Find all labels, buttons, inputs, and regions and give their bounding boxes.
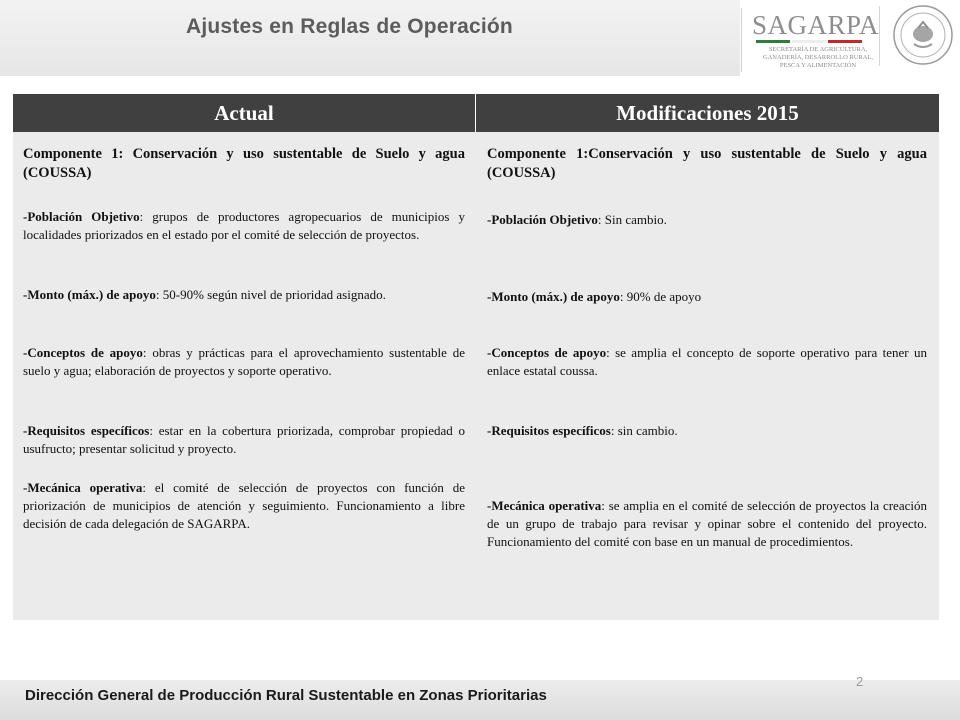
mod-mecanica-text: : se amplia en el comité de selección de proyectos la creación de un grupo de trabajo para revisar y opinar sobre el contenido del proyecto. Funcionamiento del comité con base en un manual de procedimientos. <box>487 498 927 549</box>
actual-requisitos-label: -Requisitos específicos <box>23 423 150 438</box>
actual-requisitos-text: : estar en la cobertura priorizada, comprobar propiedad o usufructo; presentar solicitud y proyecto. <box>23 423 465 456</box>
actual-component-title: Componente 1: Conservación y uso sustentable de Suelo y agua (COUSSA) <box>23 146 465 181</box>
seal-icon <box>892 4 954 66</box>
actual-monto-text: : 50-90% según nivel de prioridad asignado. <box>155 287 386 302</box>
actual-monto <box>23 286 386 304</box>
logo-stripe-white <box>792 40 826 43</box>
page-number: 2 <box>856 674 864 689</box>
actual-poblacion-text: : grupos de productores agropecuarios de municipios y localidades priorizados en el estado por el comité de selección de proyectos. <box>23 209 465 242</box>
column-header-actual: Actual <box>13 94 475 132</box>
mod-requisitos-label: -Requisitos específicos <box>487 423 611 438</box>
actual-mecanica <box>23 479 465 533</box>
mod-component-title: Componente 1:Conservación y uso sustentable de Suelo y agua (COUSSA) <box>487 146 927 181</box>
logo-stripe-red <box>828 40 862 43</box>
mod-monto-text: : 90% de apoyo <box>619 289 702 304</box>
actual-requisitos <box>23 422 465 458</box>
mod-conceptos <box>487 344 927 380</box>
logo-subtitle-line-1: SECRETARÍA DE AGRICULTURA, <box>768 46 868 53</box>
actual-cell <box>23 145 465 531</box>
modificaciones-cell <box>487 145 927 549</box>
logo-divider <box>741 8 742 72</box>
mod-conceptos-label: -Conceptos de apoyo <box>487 345 607 360</box>
actual-conceptos <box>23 344 465 380</box>
mod-mecanica-label: -Mecánica operativa <box>487 498 602 513</box>
mod-monto-label: -Monto (máx.) de apoyo <box>487 289 620 304</box>
footer-text: Dirección General de Producción Rural Sustentable en Zonas Prioritarias <box>25 687 547 704</box>
logo-stripe-green <box>756 40 790 43</box>
mod-mecanica <box>487 497 927 551</box>
mod-poblacion-text: : Sin cambio. <box>597 212 667 227</box>
actual-mecanica-label: -Mecánica operativa <box>23 480 143 495</box>
slide-title: Ajustes en Reglas de Operación <box>186 15 513 38</box>
mod-poblacion <box>487 211 667 229</box>
mod-conceptos-text: : se amplia el concepto de soporte operativo para tener un enlace estatal coussa. <box>487 345 927 378</box>
actual-mecanica-text: : el comité de selección de proyectos con función de priorización de municipios de atención y seguimiento. Funcionamiento a libre decisión de cada delegación de SAGARPA. <box>23 480 465 531</box>
actual-conceptos-label: -Conceptos de apoyo <box>23 345 143 360</box>
mod-monto <box>487 288 701 306</box>
logo-subtitle-line-2: GANADERÍA, DESARROLLO RURAL, <box>762 54 874 61</box>
actual-poblacion-label: -Población Objetivo <box>23 209 140 224</box>
actual-poblacion <box>23 208 465 244</box>
actual-monto-label: -Monto (máx.) de apoyo <box>23 287 156 302</box>
seal-divider <box>879 6 880 66</box>
mod-requisitos <box>487 422 678 440</box>
actual-conceptos-text: : obras y prácticas para el aprovechamiento sustentable de suelo y agua; elaboración de proyectos y soporte operativo. <box>23 345 465 378</box>
logo-subtitle-line-3: PESCA Y ALIMENTACIÓN <box>779 62 857 69</box>
mod-poblacion-label: -Población Objetivo <box>487 212 598 227</box>
sagarpa-wordmark: SAGARPA <box>752 10 880 40</box>
mod-requisitos-text: : sin cambio. <box>610 423 678 438</box>
column-header-modificaciones: Modificaciones 2015 <box>476 94 939 132</box>
